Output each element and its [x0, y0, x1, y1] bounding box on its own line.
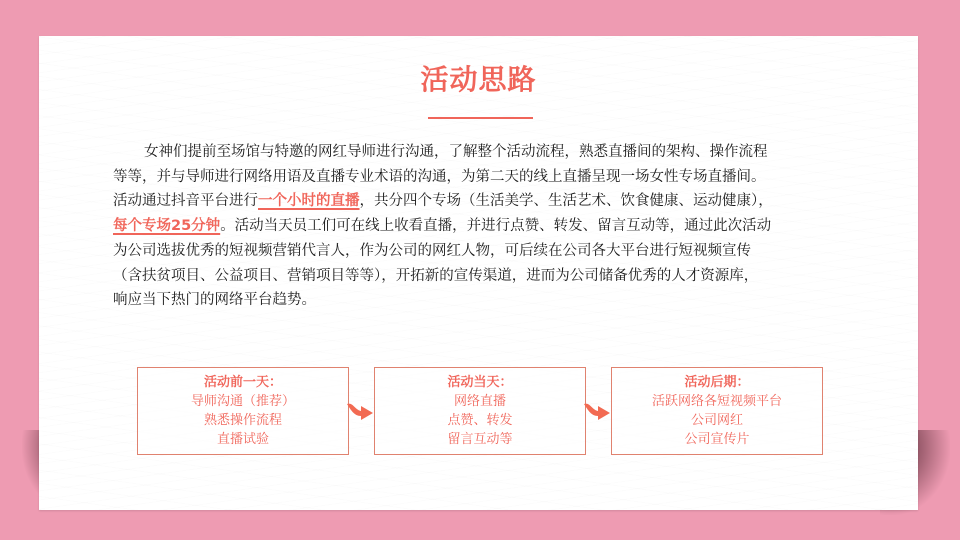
paragraph-line: 响应当下热门的网络平台趋势。 — [113, 292, 316, 309]
paragraph-line — [113, 214, 853, 239]
stage-item: 直播试验 — [216, 432, 269, 447]
stage-item: 公司网红 — [690, 413, 743, 428]
paragraph-line: 女神们提前至场馆与特邀的网红导师进行沟通，了解整个活动流程，熟悉直播间的架构、操作流程 — [144, 144, 768, 160]
stage-item: 网络直播 — [453, 394, 506, 409]
text: ，共分四个专场（生活美学、生活艺术、饮食健康、运动健康）， — [359, 193, 773, 210]
paragraph-line: 为公司选拔优秀的短视频营销代言人，作为公司的网红人物，可后续在公司各大平台进行短视频宣传 — [113, 242, 751, 259]
stage-box-day-of — [374, 367, 586, 455]
stage-heading: 活动后期： — [684, 375, 750, 390]
text: 。活动当天员工们可在线上收看直播，并进行点赞、转发、留言互动等，通过此次活动 — [220, 218, 772, 235]
curved-arrow-icon — [345, 398, 375, 422]
paragraph-line: （含扶贫项目、公益项目、营销项目等等），开拓新的宣传渠道，进而为公司储备优秀的人才资源库， — [113, 267, 759, 284]
stage-item: 熟悉操作流程 — [203, 413, 282, 428]
title-underline — [428, 117, 533, 119]
paragraph-line — [113, 189, 853, 214]
highlight-25-minutes: 每个专场25分钟 — [113, 218, 221, 235]
paragraph-line: 等等，并与导师进行网络用语及直播专业术语的沟通，为第二天的线上直播呈现一场女性专场直播间。 — [113, 168, 766, 185]
stage-item: 点赞、转发 — [447, 413, 513, 428]
stage-item: 留言互动等 — [447, 432, 513, 447]
stage-heading: 活动前一天： — [203, 375, 282, 390]
activity-description — [113, 140, 853, 313]
text: 活动通过抖音平台进行 — [113, 193, 258, 210]
stage-box-before — [137, 367, 349, 455]
stage-item: 公司宣传片 — [684, 432, 750, 447]
curved-arrow-icon — [582, 398, 612, 422]
stage-box-after — [611, 367, 823, 455]
slide-title: 活动思路 — [420, 63, 537, 96]
stage-item: 导师沟通（推荐） — [190, 394, 295, 409]
highlight-one-hour-live: 一个小时的直播 — [258, 193, 360, 210]
stage-item: 活跃网络各短视频平台 — [651, 394, 782, 409]
stage-heading: 活动当天： — [447, 375, 513, 390]
slide-card — [39, 36, 918, 510]
